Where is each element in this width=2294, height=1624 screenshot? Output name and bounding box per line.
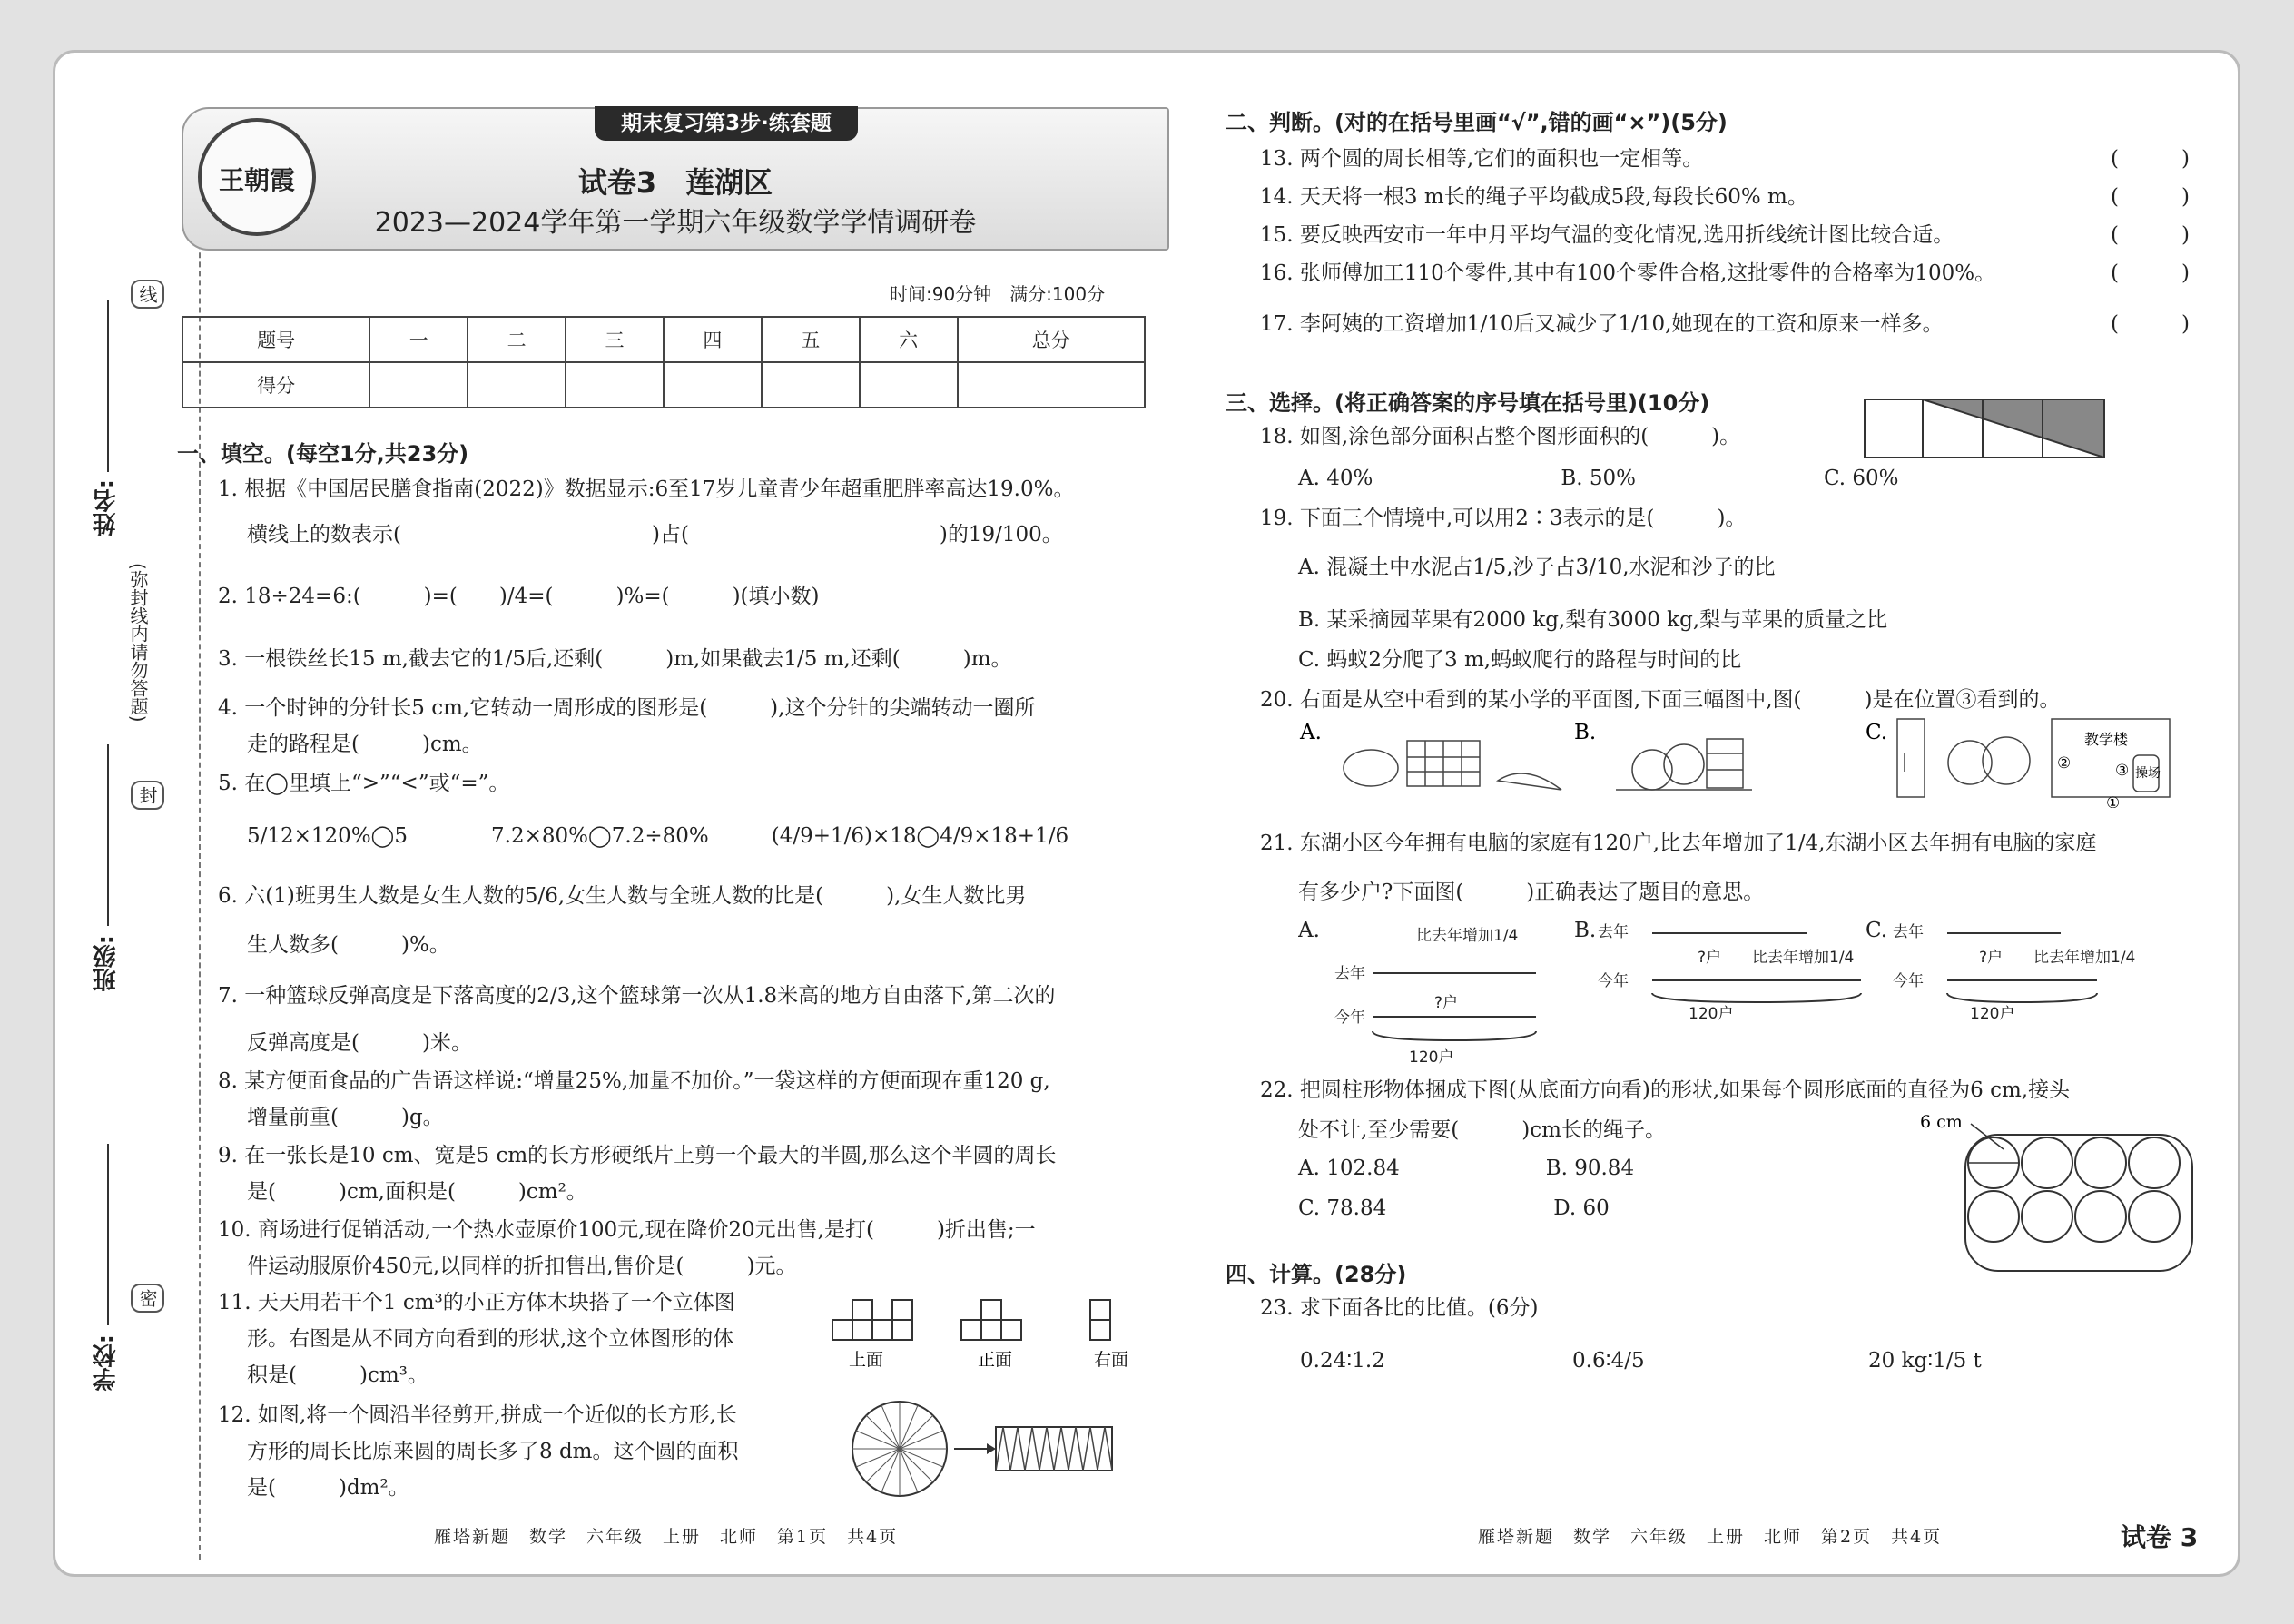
score-row-label: 得分 — [182, 362, 369, 408]
section-calc: 四、计算。(28分) — [1226, 1262, 1407, 1287]
q21-c-this: 今年 — [1893, 972, 1924, 990]
q5: 5. 在◯里填上“>”“<”或“=”。 — [218, 772, 510, 795]
q21-line1: 21. 东湖小区今年拥有电脑的家庭有120户,比去年增加了1/4,东湖小区去年拥有电脑的家庭 — [1260, 832, 2097, 855]
name-label: 姓名: — [93, 479, 120, 536]
q19-option-c: C. 蚂蚁2分爬了3 m,蚂蚁爬行的路程与时间的比 — [1298, 648, 1742, 672]
q20-map-pos2: ② — [2057, 754, 2072, 773]
q3: 3. 一根铁丝长15 m,截去它的1/5后,还剩( )m,如果截去1/5 m,还剩( )m。 — [218, 647, 1012, 671]
q19-option-a: A. 混凝土中水泥占1/5,沙子占3/10,水泥和沙子的比 — [1298, 556, 1776, 579]
q12-circle-figure — [849, 1398, 1121, 1502]
q23-item-3: 20 kg∶1/5 t — [1868, 1349, 1982, 1373]
q22-circles-figure — [1920, 1107, 2210, 1280]
q16: 16. 张师傅加工110个零件,其中有100个零件合格,这批零件的合格率为100%。 — [1260, 261, 1996, 285]
seal-mark-mi: 密 — [131, 1284, 164, 1313]
exam-subtitle: 2023—2024学年第一学期六年级数学学情调研卷 — [374, 207, 977, 239]
class-label: 班级: — [93, 935, 120, 992]
q21-c-q: ?户 — [1979, 949, 2004, 967]
q1-line2: 横线上的数表示( )占( )的19/100。 — [247, 523, 1063, 546]
q21-a-last: 去年 — [1334, 965, 1365, 983]
q20-option-b: B. — [1574, 721, 1597, 744]
logo: 王朝霞 — [198, 118, 316, 236]
q21-option-c: C. — [1866, 919, 1888, 942]
school-underline — [107, 1144, 109, 1325]
q21-b-this: 今年 — [1598, 972, 1629, 990]
score-cell[interactable] — [369, 362, 468, 408]
q20-map-building: 教学楼 — [2084, 731, 2129, 748]
q21-a-q: ?户 — [1434, 994, 1459, 1012]
q20-map-field: 操场 — [2135, 766, 2161, 781]
q6-line2: 生人数多( )%。 — [247, 933, 450, 957]
q21-b-total: 120户 — [1689, 1005, 1734, 1023]
q22-line2: 处不计,至少需要( )cm长的绳子。 — [1298, 1118, 1666, 1142]
q19: 19. 下面三个情境中,可以用2∶3表示的是( )。 — [1260, 507, 1747, 530]
q21-c-total: 120户 — [1970, 1005, 2015, 1023]
q10-line1: 10. 商场进行促销活动,一个热水壶原价100元,现在降价20元出售,是打( )折出售;一 — [218, 1218, 1036, 1242]
name-underline — [107, 300, 109, 472]
q20-map-pos3: ③ — [2115, 762, 2130, 780]
score-cell[interactable] — [762, 362, 860, 408]
q21-option-b: B. — [1574, 919, 1597, 942]
score-header-cell: 一 — [369, 317, 468, 362]
q21-a-this: 今年 — [1334, 1009, 1365, 1027]
q11-views-figure — [831, 1289, 1176, 1371]
q23: 23. 求下面各比的比值。(6分) — [1260, 1296, 1539, 1320]
paper-number: 试卷 3 — [2121, 1522, 2199, 1552]
q2: 2. 18÷24=6:( )=( )/4=( )%=( )(填小数) — [218, 585, 820, 608]
q11-line1: 11. 天天用若干个1 cm³的小正方体木块搭了一个立体图 — [218, 1291, 735, 1314]
q17-answer[interactable]: ( ) — [2111, 312, 2190, 336]
score-cell[interactable] — [664, 362, 762, 408]
score-row — [182, 362, 1145, 408]
footer-left: 雁塔新题 数学 六年级 上册 北师 第1页 共4页 — [434, 1527, 899, 1547]
q1-line1: 1. 根据《中国居民膳食指南(2022)》数据显示:6至17岁儿童青少年超重肥胖率高达19.0%。 — [218, 477, 1075, 501]
score-cell[interactable] — [468, 362, 566, 408]
q23-item-2: 0.6∶4/5 — [1572, 1349, 1645, 1373]
q7-line2: 反弹高度是( )米。 — [247, 1031, 472, 1055]
q22-options-ab: A. 102.84 B. 90.84 — [1298, 1156, 1635, 1180]
score-header-cell: 题号 — [182, 317, 369, 362]
score-header-cell: 总分 — [958, 317, 1145, 362]
q18-shaded-figure — [1863, 398, 2108, 461]
score-header-cell: 五 — [762, 317, 860, 362]
section-choice: 三、选择。(将正确答案的序号填在括号里)(10分) — [1226, 390, 1710, 416]
score-header-cell: 二 — [468, 317, 566, 362]
review-tag: 期末复习第3步·练套题 — [595, 106, 858, 141]
q14-answer[interactable]: ( ) — [2111, 185, 2190, 209]
q20: 20. 右面是从空中看到的某小学的平面图,下面三幅图中,图( )是在位置③看到的。 — [1260, 688, 2061, 712]
section-judge: 二、判断。(对的在括号里画“√”,错的画“×”)(5分) — [1226, 110, 1728, 135]
score-table — [182, 316, 1146, 408]
q21-c-last: 去年 — [1893, 923, 1924, 941]
q13-answer[interactable]: ( ) — [2111, 147, 2190, 171]
q11-line3: 积是( )cm³。 — [247, 1363, 428, 1387]
q12-line2: 方形的周长比原来圆的周长多了8 dm。这个圆的面积 — [247, 1440, 739, 1463]
q11-line2: 形。右图是从不同方向看到的形状,这个立体图形的体 — [247, 1327, 734, 1351]
q12-line1: 12. 如图,将一个圆沿半径剪开,拼成一个近似的长方形,长 — [218, 1403, 737, 1427]
q22-line1: 22. 把圆柱形物体捆成下图(从底面方向看)的形状,如果每个圆形底面的直径为6 cm,接头 — [1260, 1078, 2071, 1102]
q15-answer[interactable]: ( ) — [2111, 223, 2190, 247]
score-header-cell: 三 — [566, 317, 664, 362]
q21-a-total: 120户 — [1409, 1048, 1454, 1067]
q16-answer[interactable]: ( ) — [2111, 261, 2190, 285]
q15: 15. 要反映西安市一年中月平均气温的变化情况,选用折线统计图比较合适。 — [1260, 223, 1954, 247]
q21-a-more: 比去年增加1/4 — [1416, 927, 1519, 945]
q7-line1: 7. 一种篮球反弹高度是下落高度的2/3,这个篮球第一次从1.8米高的地方自由落下,第二次的 — [218, 984, 1056, 1008]
q20-option-c: C. — [1866, 721, 1888, 744]
q18: 18. 如图,涂色部分面积占整个图形面积的( )。 — [1260, 425, 1741, 448]
seal-note: (弥封线内请勿答题) — [127, 563, 149, 723]
q21-diagrams — [1298, 915, 2206, 1069]
q5-items: 5/12×120%◯5 7.2×80%◯7.2÷80% (4/9+1/6)×18◯4/9×18+1/6 — [247, 824, 1069, 848]
q19-option-b: B. 某采摘园苹果有2000 kg,梨有3000 kg,梨与苹果的质量之比 — [1298, 608, 1888, 632]
q21-b-last: 去年 — [1598, 923, 1629, 941]
exam-title: 试卷3 莲湖区 — [577, 165, 773, 200]
score-cell[interactable] — [958, 362, 1145, 408]
q4-line1: 4. 一个时钟的分针长5 cm,它转动一周形成的图形是( ),这个分针的尖端转动一圈所 — [218, 696, 1036, 720]
seal-mark-xian: 线 — [131, 280, 164, 309]
q21-line2: 有多少户?下面图( )正确表达了题目的意思。 — [1298, 881, 1765, 904]
q21-c-more: 比去年增加1/4 — [2033, 949, 2136, 967]
q4-line2: 走的路程是( )cm。 — [247, 733, 483, 756]
q18-options: A. 40% B. 50% C. 60% — [1298, 467, 1899, 490]
q8-line2: 增量前重( )g。 — [247, 1106, 444, 1129]
section-fill-blank: 一、填空。(每空1分,共23分) — [177, 441, 469, 467]
class-underline — [107, 744, 109, 926]
q21-b-more: 比去年增加1/4 — [1752, 949, 1855, 967]
score-cell[interactable] — [566, 362, 664, 408]
q20-map-pos1: ① — [2106, 794, 2121, 808]
view-label-right: 右面 — [1094, 1350, 1129, 1370]
q9-line1: 9. 在一张长是10 cm、宽是5 cm的长方形硬纸片上剪一个最大的半圆,那么这个半圆的周长 — [218, 1144, 1057, 1167]
q22-options-cd: C. 78.84 D. 60 — [1298, 1196, 1610, 1220]
view-label-front: 正面 — [978, 1350, 1013, 1370]
q10-line2: 件运动服原价450元,以同样的折扣售出,售价是( )元。 — [247, 1255, 797, 1278]
q17: 17. 李阿姨的工资增加1/10后又减少了1/10,她现在的工资和原来一样多。 — [1260, 312, 1944, 336]
score-cell[interactable] — [860, 362, 958, 408]
score-header-cell: 六 — [860, 317, 958, 362]
q20-option-a: A. — [1300, 721, 1322, 744]
q21-b-q: ?户 — [1698, 949, 1722, 967]
q6-line1: 6. 六(1)班男生人数是女生人数的5/6,女生人数与全班人数的比是( ),女生人数比男 — [218, 884, 1027, 908]
q21-option-a: A. — [1298, 919, 1320, 942]
q14: 14. 天天将一根3 m长的绳子平均截成5段,每段长60% m。 — [1260, 185, 1808, 209]
q13: 13. 两个圆的周长相等,它们的面积也一定相等。 — [1260, 147, 1704, 171]
footer-right: 雁塔新题 数学 六年级 上册 北师 第2页 共4页 — [1478, 1527, 1943, 1547]
q8-line1: 8. 某方便面食品的广告语这样说:“增量25%,加量不加价。”一袋这样的方便面现在重120 g, — [218, 1069, 1050, 1093]
view-label-top: 上面 — [849, 1350, 884, 1370]
score-header-row — [182, 317, 1145, 362]
q9-line2: 是( )cm,面积是( )cm²。 — [247, 1180, 587, 1204]
q12-line3: 是( )dm²。 — [247, 1476, 409, 1500]
exam-meta: 时间:90分钟 满分:100分 — [890, 283, 1106, 305]
seal-mark-feng: 封 — [131, 781, 164, 810]
q20-figures — [1298, 717, 2206, 808]
q23-item-1: 0.24∶1.2 — [1300, 1349, 1385, 1373]
school-label: 学校: — [93, 1334, 120, 1392]
q22-dim-label: 6 cm — [1920, 1112, 1963, 1132]
score-header-cell: 四 — [664, 317, 762, 362]
